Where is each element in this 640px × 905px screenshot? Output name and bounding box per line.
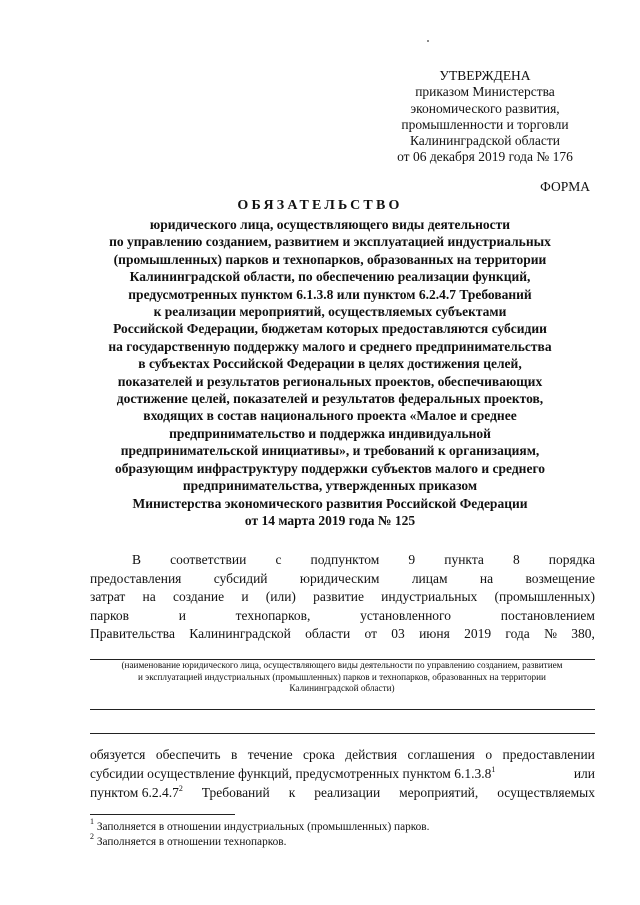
footnote-text: Заполняется в отношении технопарков. bbox=[96, 836, 287, 848]
word: предоставлении bbox=[502, 747, 595, 762]
approval-line: УТВЕРЖДЕНА bbox=[439, 68, 531, 83]
word: лицам bbox=[411, 570, 448, 586]
word: 03 bbox=[391, 626, 405, 641]
subtitle-line: от 14 марта 2019 года № 125 bbox=[244, 512, 416, 528]
word: субсидий bbox=[213, 570, 268, 586]
word: 2019 bbox=[464, 626, 492, 641]
footnote-text: Заполняется в отношении индустриальных (промышленных) парков. bbox=[96, 821, 430, 833]
approval-stamp-block bbox=[380, 68, 590, 166]
word: № bbox=[544, 626, 557, 641]
paragraph-line bbox=[90, 551, 595, 570]
word: обеспечить bbox=[155, 747, 221, 762]
subtitle-line: Министерства экономического развития Российской Федерации bbox=[132, 495, 528, 511]
scan-speck bbox=[427, 40, 429, 42]
word: на bbox=[142, 589, 156, 604]
document-title: ОБЯЗАТЕЛЬСТВО bbox=[237, 198, 403, 213]
footnote-mark: 1 bbox=[90, 817, 94, 826]
field-note-line: и эксплуатацией индустриальных (промышленных) парков и технопарков, образованных на территории bbox=[138, 671, 546, 682]
paragraph-text: пунктом 6.2.4.7$^2$ bbox=[90, 784, 183, 800]
word: года bbox=[505, 626, 530, 641]
word: осуществляемых bbox=[497, 785, 595, 800]
body-paragraph-1 bbox=[90, 551, 595, 644]
footnote-mark: 2 bbox=[90, 832, 94, 841]
subtitle-line: предусмотренных пунктом 6.1.3.8 или пунктом 6.2.4.7 Требований bbox=[128, 286, 532, 302]
word: к bbox=[288, 785, 296, 800]
footnote-1 bbox=[90, 817, 595, 835]
subtitle-line: достижение целей, показателей и результатов федеральных проектов, bbox=[116, 391, 544, 407]
subtitle-line: Российской Федерации, бюджетам которых предоставляются субсидии bbox=[113, 321, 547, 337]
word: юридическим bbox=[299, 570, 380, 586]
footnote-ref-1[interactable]: 1 bbox=[491, 765, 496, 774]
word: предоставления bbox=[90, 570, 182, 586]
body-paragraph-2 bbox=[90, 745, 595, 802]
paragraph-line bbox=[90, 783, 595, 802]
word: индустриальных bbox=[381, 589, 478, 604]
approval-line: промышленности и торговли bbox=[401, 116, 569, 132]
paragraph-line bbox=[90, 764, 595, 783]
subtitle-line: Калининградской области, по обеспечению реализации функций, bbox=[129, 269, 531, 285]
subtitle-line: к реализации мероприятий, осуществляемых субъектами bbox=[153, 304, 507, 320]
word: постановлением bbox=[500, 607, 595, 623]
word: июня bbox=[419, 626, 450, 641]
subtitle-line: входящих в состав национального проекта «Малое и среднее bbox=[143, 408, 517, 424]
word: действия bbox=[345, 747, 398, 762]
field-note-line: (наименование юридического лица, осуществляющего виды деятельности по управлению созданием, развитием bbox=[121, 660, 563, 670]
approval-line: Калининградской области bbox=[409, 133, 561, 149]
subtitle-line: в субъектах Российской Федерации в целях достижения целей, bbox=[138, 356, 522, 372]
word: с bbox=[275, 552, 282, 567]
paragraph-line bbox=[90, 570, 595, 589]
word: Правительства bbox=[90, 626, 175, 641]
subtitle-line: на государственную поддержку малого и среднего предпринимательства bbox=[108, 338, 552, 354]
word: мероприятий, bbox=[399, 785, 479, 800]
word: 8 bbox=[512, 552, 520, 567]
word: (или) bbox=[265, 589, 296, 604]
subtitle-line: предпринимательской инициативы», и требований к организациям, bbox=[120, 443, 540, 459]
word: В bbox=[132, 552, 142, 567]
word: и bbox=[178, 607, 186, 623]
footnote-2 bbox=[90, 832, 595, 850]
word: подпунктом bbox=[310, 552, 380, 567]
word: пункта bbox=[444, 552, 484, 567]
subtitle-line: показателей и результатов региональных проектов, обеспечивающих bbox=[117, 373, 543, 389]
paragraph-line bbox=[90, 588, 595, 607]
word: создание bbox=[172, 589, 225, 604]
paragraph-line bbox=[90, 625, 595, 644]
approval-line: приказом Министерства bbox=[415, 84, 555, 100]
approval-line: от 06 декабря 2019 года № 176 bbox=[397, 149, 573, 165]
word: соглашения bbox=[407, 747, 475, 762]
form-label: ФОРМА bbox=[540, 179, 590, 194]
paragraph-text: или bbox=[573, 766, 595, 781]
word: порядка bbox=[548, 552, 595, 567]
field-note bbox=[112, 660, 572, 695]
word: реализации bbox=[314, 785, 381, 800]
fill-in-line bbox=[90, 709, 595, 710]
paragraph-text: субсидии осуществление функций, предусмотренных пунктом 6.1.3.8$^1$ bbox=[90, 765, 496, 781]
word: области bbox=[305, 626, 351, 641]
word: 380, bbox=[571, 626, 595, 641]
subtitle-line: предпринимательство и поддержка индивидуальной bbox=[169, 425, 491, 441]
word: и bbox=[241, 589, 249, 604]
word: Калининградской bbox=[189, 626, 291, 641]
word: на bbox=[479, 570, 494, 586]
subtitle-line: юридического лица, осуществляющего виды деятельности bbox=[149, 217, 511, 232]
word: в bbox=[230, 747, 238, 762]
field-note-line: Калининградской области) bbox=[289, 683, 395, 694]
subtitle-line: (промышленных) парков и технопарков, образованных на территории bbox=[113, 251, 547, 267]
subtitle-line: предпринимательства, утвержденных приказом bbox=[182, 478, 478, 494]
subtitle-line: по управлению созданием, развитием и эксплуатацией индустриальных bbox=[109, 234, 551, 250]
word: установленного bbox=[360, 607, 451, 623]
word: от bbox=[364, 626, 377, 641]
word: затрат bbox=[90, 589, 126, 604]
paragraph-line bbox=[90, 745, 595, 764]
fill-in-line bbox=[90, 733, 595, 734]
footnotes bbox=[90, 817, 595, 850]
word: развитие bbox=[313, 589, 364, 604]
footnote-separator bbox=[90, 814, 235, 815]
approval-line: экономического развития, bbox=[410, 100, 560, 116]
paragraph-line bbox=[90, 607, 595, 626]
word: срока bbox=[303, 747, 335, 762]
footnote-ref-2[interactable]: 2 bbox=[178, 784, 183, 793]
word: обязуется bbox=[90, 747, 146, 762]
document-subtitle bbox=[60, 216, 600, 529]
word: течение bbox=[247, 747, 293, 762]
word: парков bbox=[90, 607, 129, 623]
word: о bbox=[485, 747, 493, 762]
word: соответствии bbox=[170, 552, 247, 567]
word: технопарков, bbox=[235, 607, 311, 623]
subtitle-line: образующим инфраструктуру поддержки субъектов малого и среднего bbox=[115, 460, 545, 476]
word: (промышленных) bbox=[494, 589, 595, 604]
word: возмещение bbox=[525, 570, 595, 586]
word: 9 bbox=[408, 552, 416, 567]
word: Требований bbox=[201, 785, 270, 800]
